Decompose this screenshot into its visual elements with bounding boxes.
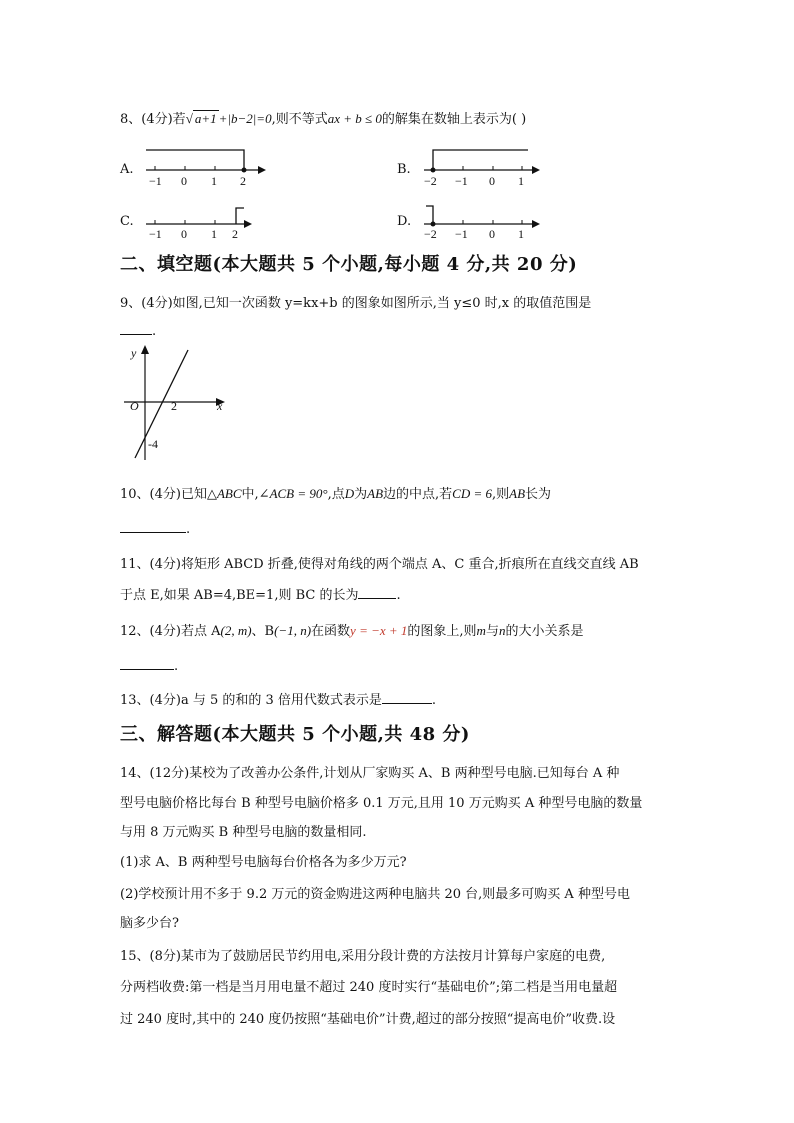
q12-answer-blank[interactable] — [120, 657, 174, 670]
q9-x-axis-label: x — [217, 399, 223, 413]
q8-suffix: ,则不等式 — [271, 112, 328, 127]
q11-line-2-text: 于点 E,如果 AB=4,BE=1,则 BC 的长为 — [120, 588, 359, 603]
q14-line-2: 型号电脑价格比每台 B 种型号电脑价格多 0.1 万元,且用 10 万元购买 A 种型号电脑的数量 — [120, 796, 643, 811]
q12-m: m — [476, 623, 486, 638]
q12-text-1: 在函数 — [311, 624, 351, 639]
q8-option-d-numberline[interactable] — [420, 200, 550, 242]
q10-point-d: D — [344, 486, 355, 501]
q10-text-6: 长为 — [525, 487, 552, 502]
q10-ab-2: AB — [509, 486, 526, 501]
q8-b-tick-3: 0 — [489, 174, 495, 188]
q14-line-1: 14、(12分)某校为了改善办公条件,计划从厂家购买 A、B 两种型号电脑.已知每台 A 种 — [120, 766, 620, 781]
q12-text-4: 的大小关系是 — [505, 624, 584, 639]
q8-d-tick-1: −2 — [424, 227, 437, 241]
q15-line-2: 分两档收费:第一档是当月用电量不超过 240 度时实行“基础电价”;第二档是当用电量超 — [120, 980, 618, 995]
q9-x-intercept-label: 2 — [171, 399, 177, 413]
q12-end: . — [174, 659, 179, 674]
q8-option-c-numberline[interactable] — [140, 200, 270, 242]
q10-text-2: ,点 — [327, 487, 345, 502]
q8-option-c-label[interactable]: C. — [120, 214, 134, 229]
q10-answer-line — [120, 520, 190, 537]
q8-suffix2: 的解集在数轴上表示为( ) — [381, 112, 527, 127]
q14-line-3: 与用 8 万元购买 B 种型号电脑的数量相同. — [120, 825, 367, 840]
q15-line-1: 15、(8分)某市为了鼓励居民节约用电,采用分段计费的方法按月计算每户家庭的电费, — [120, 949, 606, 964]
q8-option-a-label[interactable]: A. — [120, 162, 134, 177]
q8-inequality: ax + b ≤ 0 — [327, 111, 382, 126]
q13-answer-blank[interactable] — [382, 691, 432, 704]
q11-line-2 — [120, 584, 401, 603]
q9-answer-line — [120, 322, 156, 339]
q12-prefix: 12、(4分)若点 A — [120, 624, 221, 639]
q12-text-2: 的图象上,则 — [407, 624, 477, 639]
q8-b-tick-2: −1 — [455, 174, 468, 188]
q12-stem — [120, 620, 583, 639]
q10-cd: CD = 6 — [452, 486, 493, 501]
q13-end: . — [431, 693, 437, 708]
q8-c-tick-4: 2 — [232, 227, 238, 241]
q8-a-tick-3: 1 — [211, 174, 217, 188]
q8-a-tick-4: 2 — [240, 174, 246, 188]
q8-option-d-label[interactable]: D. — [397, 214, 412, 229]
q8-b-tick-1: −2 — [424, 174, 437, 188]
q8-c-tick-1: −1 — [149, 227, 162, 241]
q12-point-b: (−1, n) — [274, 623, 312, 638]
q12-function: y = −x + 1 — [350, 623, 408, 638]
q10-prefix: 10、(4分)已知 — [120, 487, 207, 502]
q8-b-tick-4: 1 — [518, 174, 524, 188]
q15-line-3: 过 240 度时,其中的 240 度仍按照“基础电价”计费,超过的部分按照“提高电价”收费.设 — [120, 1012, 616, 1027]
q10-angle: ∠ACB = 90° — [258, 486, 328, 501]
q14-sub-1: (1)求 A、B 两种型号电脑每台价格各为多少万元? — [120, 855, 407, 870]
q12-answer-line — [120, 657, 178, 674]
q10-text-5: ,则 — [492, 487, 510, 502]
q9-y-axis-label: y — [131, 346, 137, 360]
q10-end: . — [186, 522, 191, 537]
q13-text: 13、(4分)a 与 5 的和的 3 倍用代数式表示是 — [120, 693, 382, 708]
q10-ab-1: AB — [367, 486, 384, 501]
q14-sub-2a: (2)学校预计用不多于 9.2 万元的资金购进这两种电脑共 20 台,则最多可购买 A 种型号电 — [120, 887, 630, 902]
q12-sep: 、B — [251, 624, 275, 639]
q8-stem — [120, 108, 526, 127]
q9-y-intercept-label: -4 — [148, 437, 158, 451]
q10-text-1: 中, — [241, 487, 259, 502]
q8-prefix: 8、(4分)若 — [120, 112, 186, 127]
section-2-heading: 二、填空题(本大题共 5 个小题,每小题 4 分,共 20 分) — [120, 254, 578, 275]
q11-end: . — [396, 588, 401, 603]
q13-stem — [120, 689, 436, 708]
q12-text-3: 与 — [485, 624, 499, 639]
q8-option-b-label[interactable]: B. — [397, 162, 411, 177]
q10-text-4: 边的中点,若 — [383, 487, 453, 502]
q8-d-tick-3: 0 — [489, 227, 495, 241]
q11-answer-blank[interactable] — [358, 586, 396, 599]
q12-point-a: (2, m) — [220, 623, 252, 638]
q8-d-tick-2: −1 — [455, 227, 468, 241]
q8-c-tick-3: 1 — [211, 227, 217, 241]
q9-stem: 9、(4分)如图,已知一次函数 y=kx+b 的图象如图所示,当 y≤0 时,x 的取值范围是 — [120, 296, 592, 311]
q9-end: . — [152, 324, 157, 339]
q14-sub-2b: 脑多少台? — [120, 916, 179, 931]
q10-text-3: 为 — [354, 487, 368, 502]
q8-option-b-numberline[interactable] — [420, 140, 550, 188]
q8-a-tick-2: 0 — [181, 174, 187, 188]
q8-option-a-numberline[interactable] — [140, 140, 270, 188]
q10-triangle: △ABC — [206, 486, 242, 501]
section-3-heading: 三、解答题(本大题共 5 个小题,共 48 分) — [120, 724, 470, 745]
q12-n: n — [498, 623, 506, 638]
q8-condition: √ a+1 +|b−2|=0 — [185, 111, 272, 126]
q8-a-tick-1: −1 — [149, 174, 162, 188]
q9-answer-blank[interactable] — [120, 322, 152, 335]
q8-c-tick-2: 0 — [181, 227, 187, 241]
q8-d-tick-4: 1 — [518, 227, 524, 241]
q10-answer-blank[interactable] — [120, 520, 186, 533]
q10-stem — [120, 483, 551, 502]
q9-graph — [120, 340, 240, 465]
q11-line-1: 11、(4分)将矩形 ABCD 折叠,使得对角线的两个端点 A、C 重合,折痕所在直线交直线 AB — [120, 557, 639, 572]
q9-origin-label: O — [130, 399, 139, 413]
